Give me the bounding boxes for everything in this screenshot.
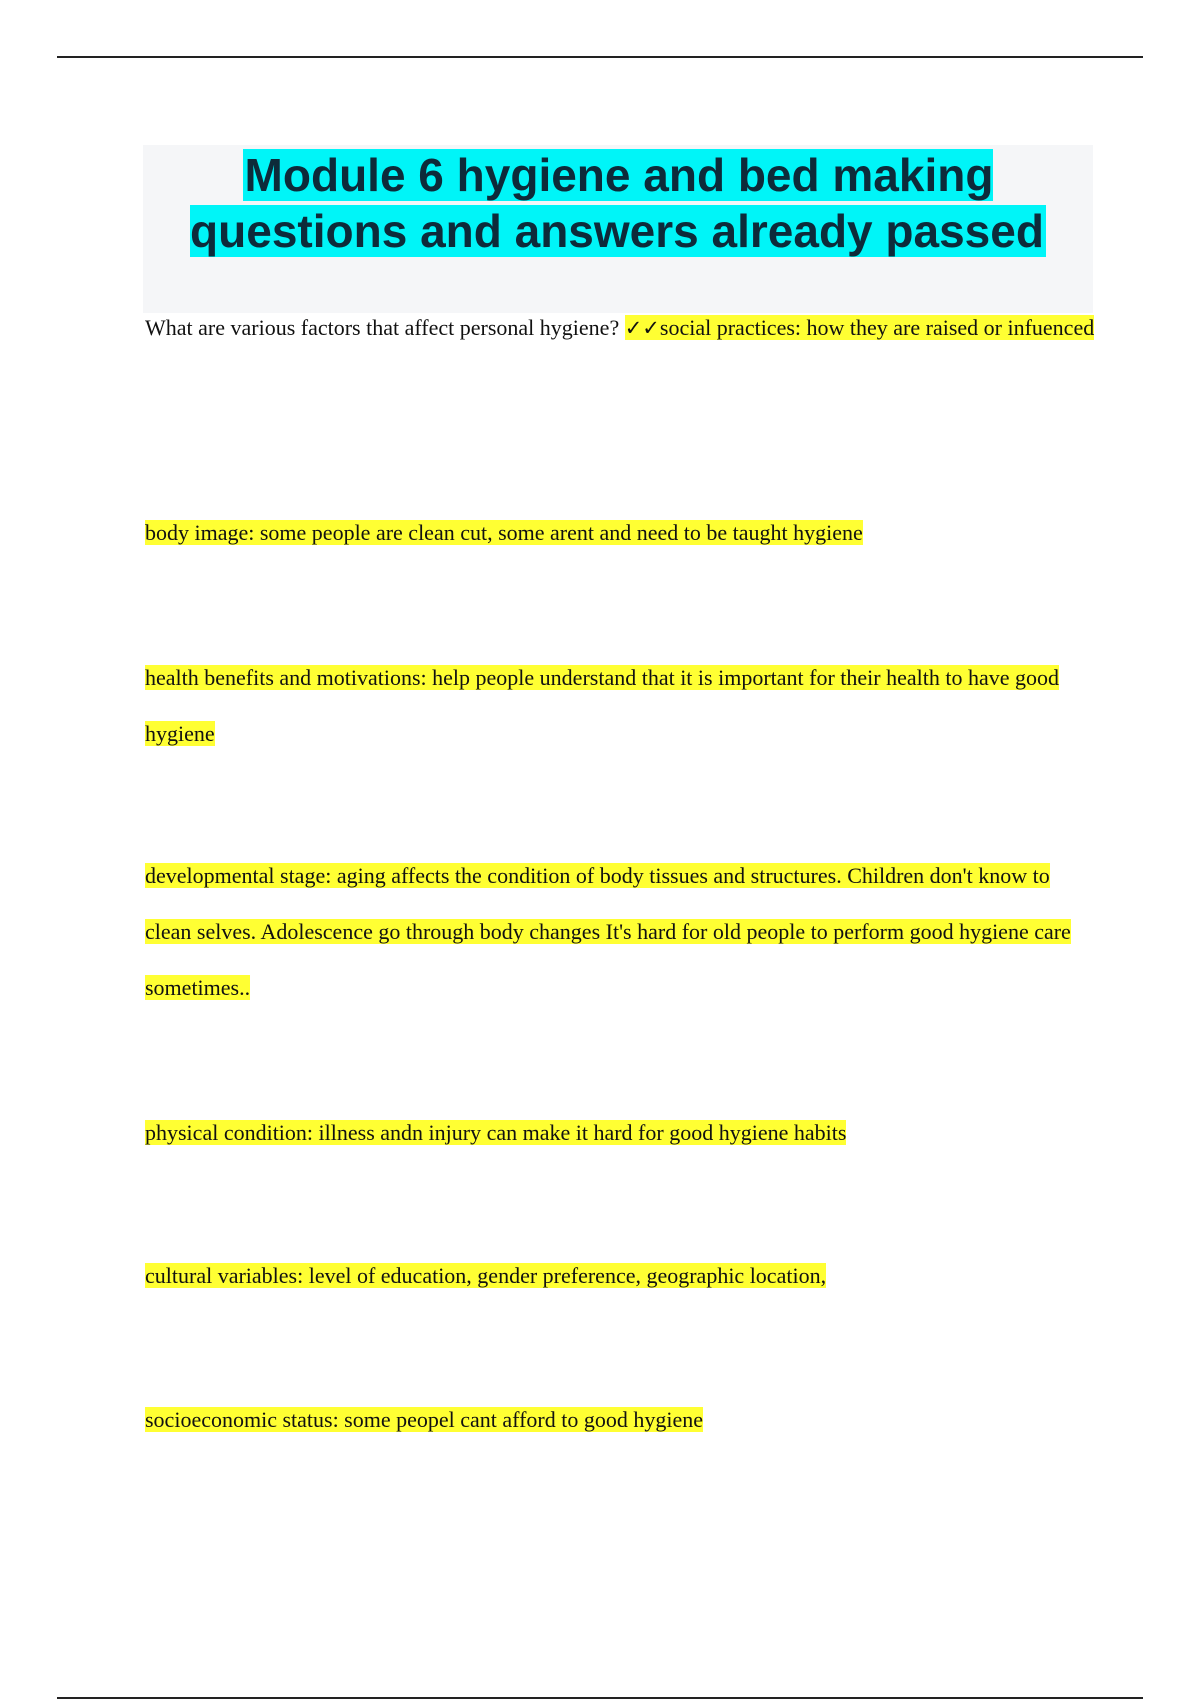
double-check-icon: ✓✓ bbox=[624, 316, 660, 340]
first-answer-highlight bbox=[625, 315, 1095, 340]
answer-body-image: body image: some people are clean cut, some arent and need to be taught hygiene bbox=[145, 520, 863, 545]
title-highlight: Module 6 hygiene and bed making questions and answers already passed bbox=[190, 149, 1044, 257]
answer-socioeconomic-status: socioeconomic status: some peopel cant afford to good hygiene bbox=[145, 1407, 704, 1432]
answer-paragraph bbox=[145, 650, 1095, 762]
answer-cultural-variables: cultural variables: level of education, gender preference, geographic location, bbox=[145, 1263, 827, 1288]
answer-social-practices: social practices: how they are raised or infuenced bbox=[659, 315, 1095, 340]
title-block bbox=[143, 145, 1093, 313]
answer-paragraph bbox=[145, 848, 1095, 1016]
answer-developmental-stage: developmental stage: aging affects the condition of body tissues and structures. Children don't know to clean selves. Adolescence go through body changes It's hard for old people to perform good hygiene care sometimes.. bbox=[145, 863, 1071, 1000]
answer-health-benefits: health benefits and motivations: help people understand that it is important for their health to have good hygiene bbox=[145, 665, 1059, 746]
answer-paragraph bbox=[145, 1392, 1095, 1448]
answer-paragraph bbox=[145, 1105, 1095, 1161]
answer-paragraph bbox=[145, 1248, 1095, 1304]
answer-paragraph bbox=[145, 505, 1095, 561]
footer-rule bbox=[57, 1697, 1143, 1699]
question-text: What are various factors that affect personal hygiene? bbox=[145, 315, 620, 340]
header-rule bbox=[57, 56, 1143, 58]
question-paragraph bbox=[145, 300, 1095, 356]
page-title bbox=[143, 145, 1093, 259]
answer-physical-condition: physical condition: illness andn injury can make it hard for good hygiene habits bbox=[145, 1120, 847, 1145]
